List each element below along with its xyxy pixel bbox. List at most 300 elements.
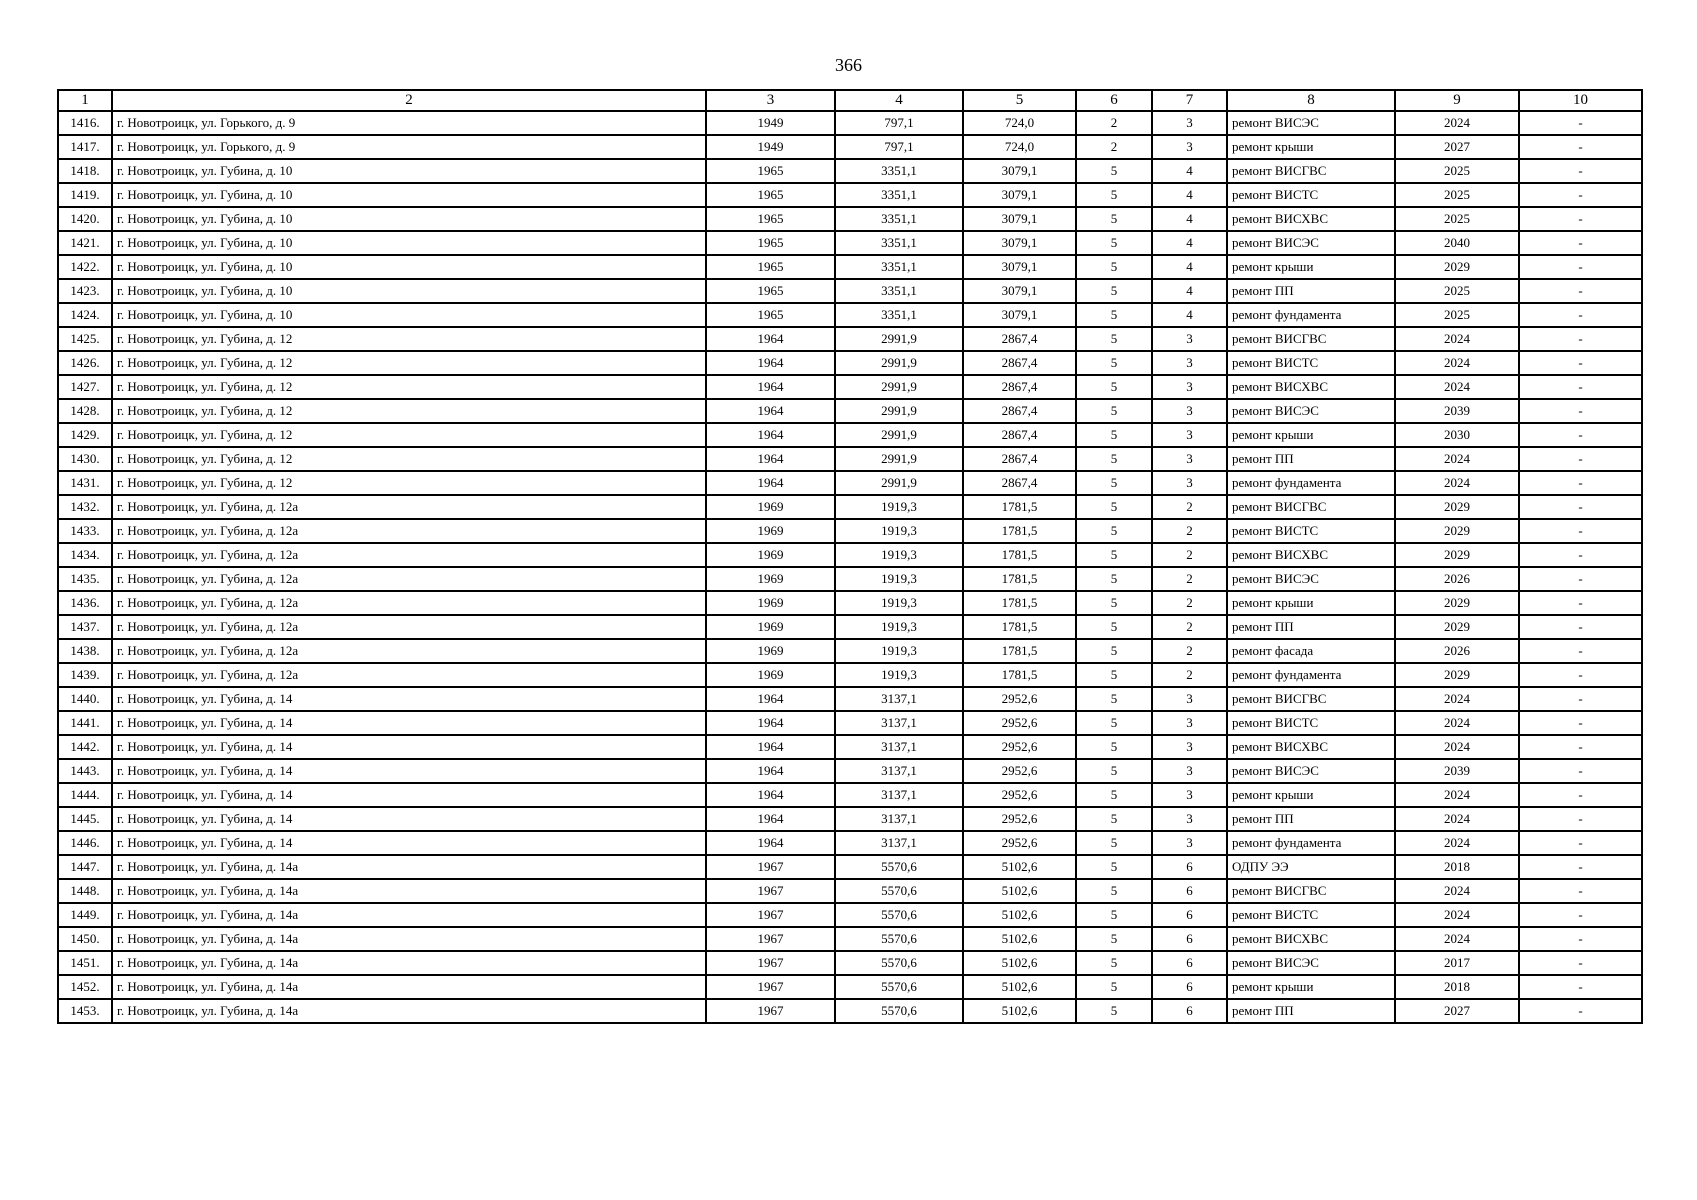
table-row bbox=[58, 615, 1642, 639]
cell-entrances: 6 bbox=[1152, 927, 1227, 951]
cell-planned-year: 2030 bbox=[1395, 423, 1519, 447]
cell-total-area: 5570,6 bbox=[835, 927, 963, 951]
cell-total-area: 5570,6 bbox=[835, 951, 963, 975]
cell-row-number: 1426. bbox=[58, 351, 112, 375]
cell-address: г. Новотроицк, ул. Губина, д. 12 bbox=[112, 375, 706, 399]
cell-total-area: 3137,1 bbox=[835, 759, 963, 783]
cell-row-number: 1432. bbox=[58, 495, 112, 519]
cell-address: г. Новотроицк, ул. Губина, д. 10 bbox=[112, 255, 706, 279]
cell-row-number: 1444. bbox=[58, 783, 112, 807]
column-header-work-type: 8 bbox=[1227, 90, 1395, 111]
cell-planned-year: 2029 bbox=[1395, 519, 1519, 543]
cell-entrances: 3 bbox=[1152, 399, 1227, 423]
cell-row-number: 1423. bbox=[58, 279, 112, 303]
cell-work-type: ремонт фундамента bbox=[1227, 831, 1395, 855]
cell-total-area: 1919,3 bbox=[835, 639, 963, 663]
cell-living-area: 3079,1 bbox=[963, 255, 1076, 279]
cell-work-type: ремонт крыши bbox=[1227, 255, 1395, 279]
cell-work-type: ремонт крыши bbox=[1227, 591, 1395, 615]
cell-planned-year: 2024 bbox=[1395, 375, 1519, 399]
table-row bbox=[58, 447, 1642, 471]
cell-year-built: 1967 bbox=[706, 951, 835, 975]
cell-row-number: 1431. bbox=[58, 471, 112, 495]
cell-total-area: 2991,9 bbox=[835, 375, 963, 399]
cell-total-area: 797,1 bbox=[835, 135, 963, 159]
cell-total-area: 3137,1 bbox=[835, 735, 963, 759]
cell-living-area: 5102,6 bbox=[963, 951, 1076, 975]
cell-floors: 5 bbox=[1076, 591, 1152, 615]
cell-entrances: 3 bbox=[1152, 111, 1227, 135]
table-row bbox=[58, 807, 1642, 831]
cell-total-area: 3351,1 bbox=[835, 207, 963, 231]
table-row bbox=[58, 999, 1642, 1023]
cell-row-number: 1433. bbox=[58, 519, 112, 543]
cell-year-built: 1967 bbox=[706, 903, 835, 927]
cell-total-area: 5570,6 bbox=[835, 903, 963, 927]
cell-year-built: 1967 bbox=[706, 975, 835, 999]
cell-floors: 5 bbox=[1076, 687, 1152, 711]
cell-living-area: 3079,1 bbox=[963, 231, 1076, 255]
cell-total-area: 2991,9 bbox=[835, 351, 963, 375]
cell-total-area: 3351,1 bbox=[835, 255, 963, 279]
cell-planned-year: 2039 bbox=[1395, 759, 1519, 783]
cell-floors: 5 bbox=[1076, 255, 1152, 279]
cell-planned-year: 2025 bbox=[1395, 279, 1519, 303]
cell-address: г. Новотроицк, ул. Губина, д. 12а bbox=[112, 519, 706, 543]
column-header-entrances: 7 bbox=[1152, 90, 1227, 111]
cell-address: г. Новотроицк, ул. Губина, д. 12а bbox=[112, 543, 706, 567]
cell-entrances: 3 bbox=[1152, 351, 1227, 375]
cell-entrances: 2 bbox=[1152, 663, 1227, 687]
cell-year-built: 1949 bbox=[706, 111, 835, 135]
cell-note: - bbox=[1519, 303, 1642, 327]
cell-note: - bbox=[1519, 495, 1642, 519]
cell-total-area: 3351,1 bbox=[835, 159, 963, 183]
cell-living-area: 5102,6 bbox=[963, 879, 1076, 903]
cell-address: г. Новотроицк, ул. Губина, д. 12 bbox=[112, 327, 706, 351]
cell-address: г. Новотроицк, ул. Губина, д. 12а bbox=[112, 663, 706, 687]
table-row bbox=[58, 687, 1642, 711]
table-body bbox=[58, 111, 1642, 1023]
cell-floors: 5 bbox=[1076, 951, 1152, 975]
cell-row-number: 1419. bbox=[58, 183, 112, 207]
table-row bbox=[58, 207, 1642, 231]
cell-living-area: 1781,5 bbox=[963, 567, 1076, 591]
cell-living-area: 1781,5 bbox=[963, 519, 1076, 543]
cell-living-area: 1781,5 bbox=[963, 495, 1076, 519]
cell-work-type: ремонт фундамента bbox=[1227, 471, 1395, 495]
cell-address: г. Новотроицк, ул. Губина, д. 14 bbox=[112, 831, 706, 855]
column-header-address: 2 bbox=[112, 90, 706, 111]
cell-entrances: 2 bbox=[1152, 495, 1227, 519]
cell-address: г. Новотроицк, ул. Губина, д. 14а bbox=[112, 975, 706, 999]
cell-note: - bbox=[1519, 903, 1642, 927]
cell-total-area: 3351,1 bbox=[835, 279, 963, 303]
cell-address: г. Новотроицк, ул. Губина, д. 12а bbox=[112, 639, 706, 663]
cell-year-built: 1965 bbox=[706, 207, 835, 231]
cell-work-type: ремонт ВИСЭС bbox=[1227, 567, 1395, 591]
cell-entrances: 6 bbox=[1152, 951, 1227, 975]
cell-planned-year: 2024 bbox=[1395, 711, 1519, 735]
cell-living-area: 2952,6 bbox=[963, 687, 1076, 711]
cell-entrances: 4 bbox=[1152, 183, 1227, 207]
cell-living-area: 3079,1 bbox=[963, 303, 1076, 327]
cell-address: г. Новотроицк, ул. Горького, д. 9 bbox=[112, 135, 706, 159]
table-row bbox=[58, 759, 1642, 783]
cell-note: - bbox=[1519, 207, 1642, 231]
cell-living-area: 1781,5 bbox=[963, 663, 1076, 687]
cell-entrances: 6 bbox=[1152, 975, 1227, 999]
cell-work-type: ремонт крыши bbox=[1227, 423, 1395, 447]
cell-address: г. Новотроицк, ул. Губина, д. 12 bbox=[112, 399, 706, 423]
cell-year-built: 1964 bbox=[706, 711, 835, 735]
cell-row-number: 1447. bbox=[58, 855, 112, 879]
cell-year-built: 1967 bbox=[706, 879, 835, 903]
cell-living-area: 5102,6 bbox=[963, 855, 1076, 879]
table-row bbox=[58, 735, 1642, 759]
cell-planned-year: 2024 bbox=[1395, 471, 1519, 495]
cell-floors: 5 bbox=[1076, 543, 1152, 567]
cell-planned-year: 2029 bbox=[1395, 663, 1519, 687]
table-row bbox=[58, 327, 1642, 351]
cell-planned-year: 2026 bbox=[1395, 567, 1519, 591]
cell-work-type: ремонт ПП bbox=[1227, 999, 1395, 1023]
cell-year-built: 1949 bbox=[706, 135, 835, 159]
cell-living-area: 2952,6 bbox=[963, 735, 1076, 759]
cell-note: - bbox=[1519, 159, 1642, 183]
cell-floors: 5 bbox=[1076, 159, 1152, 183]
cell-entrances: 3 bbox=[1152, 783, 1227, 807]
cell-row-number: 1420. bbox=[58, 207, 112, 231]
column-header-floors: 6 bbox=[1076, 90, 1152, 111]
cell-work-type: ремонт крыши bbox=[1227, 135, 1395, 159]
cell-work-type: ремонт ВИСЭС bbox=[1227, 231, 1395, 255]
cell-living-area: 3079,1 bbox=[963, 159, 1076, 183]
cell-work-type: ремонт ПП bbox=[1227, 615, 1395, 639]
cell-address: г. Новотроицк, ул. Губина, д. 14а bbox=[112, 999, 706, 1023]
cell-planned-year: 2024 bbox=[1395, 807, 1519, 831]
table-row bbox=[58, 495, 1642, 519]
cell-living-area: 2867,4 bbox=[963, 375, 1076, 399]
cell-address: г. Новотроицк, ул. Губина, д. 14а bbox=[112, 903, 706, 927]
cell-row-number: 1439. bbox=[58, 663, 112, 687]
cell-row-number: 1421. bbox=[58, 231, 112, 255]
cell-year-built: 1969 bbox=[706, 591, 835, 615]
cell-living-area: 5102,6 bbox=[963, 999, 1076, 1023]
cell-work-type: ремонт ВИСГВС bbox=[1227, 687, 1395, 711]
cell-work-type: ремонт крыши bbox=[1227, 975, 1395, 999]
cell-living-area: 2952,6 bbox=[963, 831, 1076, 855]
cell-note: - bbox=[1519, 999, 1642, 1023]
cell-work-type: ремонт ПП bbox=[1227, 447, 1395, 471]
cell-living-area: 1781,5 bbox=[963, 639, 1076, 663]
cell-row-number: 1428. bbox=[58, 399, 112, 423]
cell-note: - bbox=[1519, 399, 1642, 423]
cell-living-area: 1781,5 bbox=[963, 591, 1076, 615]
cell-total-area: 1919,3 bbox=[835, 495, 963, 519]
cell-work-type: ремонт ВИСХВС bbox=[1227, 207, 1395, 231]
cell-year-built: 1964 bbox=[706, 687, 835, 711]
cell-work-type: ремонт ВИСТС bbox=[1227, 351, 1395, 375]
cell-planned-year: 2029 bbox=[1395, 543, 1519, 567]
cell-note: - bbox=[1519, 591, 1642, 615]
cell-entrances: 6 bbox=[1152, 999, 1227, 1023]
cell-planned-year: 2026 bbox=[1395, 639, 1519, 663]
cell-year-built: 1967 bbox=[706, 999, 835, 1023]
cell-row-number: 1434. bbox=[58, 543, 112, 567]
column-header-total-area: 4 bbox=[835, 90, 963, 111]
cell-year-built: 1964 bbox=[706, 783, 835, 807]
table-row bbox=[58, 111, 1642, 135]
cell-floors: 5 bbox=[1076, 903, 1152, 927]
cell-total-area: 5570,6 bbox=[835, 879, 963, 903]
cell-floors: 5 bbox=[1076, 735, 1152, 759]
cell-floors: 5 bbox=[1076, 879, 1152, 903]
cell-planned-year: 2024 bbox=[1395, 783, 1519, 807]
cell-row-number: 1424. bbox=[58, 303, 112, 327]
cell-planned-year: 2039 bbox=[1395, 399, 1519, 423]
cell-entrances: 2 bbox=[1152, 615, 1227, 639]
cell-floors: 5 bbox=[1076, 759, 1152, 783]
cell-note: - bbox=[1519, 447, 1642, 471]
cell-entrances: 3 bbox=[1152, 471, 1227, 495]
cell-note: - bbox=[1519, 615, 1642, 639]
cell-total-area: 3351,1 bbox=[835, 231, 963, 255]
cell-year-built: 1964 bbox=[706, 807, 835, 831]
cell-work-type: ремонт фундамента bbox=[1227, 663, 1395, 687]
cell-note: - bbox=[1519, 735, 1642, 759]
cell-entrances: 3 bbox=[1152, 687, 1227, 711]
cell-year-built: 1964 bbox=[706, 759, 835, 783]
cell-note: - bbox=[1519, 279, 1642, 303]
cell-work-type: ремонт ВИСТС bbox=[1227, 711, 1395, 735]
table-row bbox=[58, 519, 1642, 543]
cell-address: г. Новотроицк, ул. Губина, д. 10 bbox=[112, 231, 706, 255]
cell-total-area: 1919,3 bbox=[835, 591, 963, 615]
cell-note: - bbox=[1519, 255, 1642, 279]
cell-total-area: 2991,9 bbox=[835, 399, 963, 423]
cell-work-type: ремонт ВИСТС bbox=[1227, 903, 1395, 927]
cell-living-area: 2952,6 bbox=[963, 807, 1076, 831]
cell-floors: 5 bbox=[1076, 375, 1152, 399]
cell-row-number: 1450. bbox=[58, 927, 112, 951]
cell-total-area: 1919,3 bbox=[835, 543, 963, 567]
cell-work-type: ремонт ВИСГВС bbox=[1227, 159, 1395, 183]
cell-year-built: 1965 bbox=[706, 255, 835, 279]
cell-living-area: 5102,6 bbox=[963, 927, 1076, 951]
page-number: 366 bbox=[835, 55, 862, 75]
table-row bbox=[58, 591, 1642, 615]
cell-address: г. Новотроицк, ул. Губина, д. 10 bbox=[112, 303, 706, 327]
cell-planned-year: 2024 bbox=[1395, 735, 1519, 759]
table-row bbox=[58, 711, 1642, 735]
cell-work-type: ремонт ВИСГВС bbox=[1227, 879, 1395, 903]
cell-floors: 5 bbox=[1076, 855, 1152, 879]
cell-address: г. Новотроицк, ул. Губина, д. 12а bbox=[112, 591, 706, 615]
table-row bbox=[58, 471, 1642, 495]
cell-year-built: 1969 bbox=[706, 663, 835, 687]
cell-floors: 5 bbox=[1076, 303, 1152, 327]
table-row bbox=[58, 879, 1642, 903]
cell-year-built: 1965 bbox=[706, 303, 835, 327]
table-row bbox=[58, 831, 1642, 855]
cell-floors: 5 bbox=[1076, 327, 1152, 351]
cell-living-area: 724,0 bbox=[963, 111, 1076, 135]
cell-address: г. Новотроицк, ул. Губина, д. 14 bbox=[112, 687, 706, 711]
table-row bbox=[58, 351, 1642, 375]
cell-note: - bbox=[1519, 927, 1642, 951]
cell-planned-year: 2018 bbox=[1395, 855, 1519, 879]
cell-address: г. Новотроицк, ул. Губина, д. 12 bbox=[112, 447, 706, 471]
column-header-year-built: 3 bbox=[706, 90, 835, 111]
table-row bbox=[58, 639, 1642, 663]
cell-entrances: 4 bbox=[1152, 255, 1227, 279]
cell-entrances: 3 bbox=[1152, 135, 1227, 159]
cell-total-area: 2991,9 bbox=[835, 423, 963, 447]
cell-year-built: 1969 bbox=[706, 639, 835, 663]
cell-living-area: 2952,6 bbox=[963, 783, 1076, 807]
cell-living-area: 2867,4 bbox=[963, 447, 1076, 471]
table-row bbox=[58, 135, 1642, 159]
cell-total-area: 3137,1 bbox=[835, 687, 963, 711]
cell-work-type: ремонт ВИСГВС bbox=[1227, 327, 1395, 351]
cell-floors: 5 bbox=[1076, 567, 1152, 591]
cell-entrances: 3 bbox=[1152, 327, 1227, 351]
cell-year-built: 1965 bbox=[706, 279, 835, 303]
cell-note: - bbox=[1519, 759, 1642, 783]
cell-address: г. Новотроицк, ул. Губина, д. 14а bbox=[112, 855, 706, 879]
cell-work-type: ремонт фасада bbox=[1227, 639, 1395, 663]
cell-row-number: 1435. bbox=[58, 567, 112, 591]
cell-living-area: 3079,1 bbox=[963, 279, 1076, 303]
cell-work-type: ремонт фундамента bbox=[1227, 303, 1395, 327]
cell-row-number: 1445. bbox=[58, 807, 112, 831]
cell-floors: 5 bbox=[1076, 207, 1152, 231]
cell-total-area: 3137,1 bbox=[835, 807, 963, 831]
cell-living-area: 2952,6 bbox=[963, 711, 1076, 735]
cell-floors: 5 bbox=[1076, 279, 1152, 303]
table-row bbox=[58, 159, 1642, 183]
column-header-row-number: 1 bbox=[58, 90, 112, 111]
cell-row-number: 1438. bbox=[58, 639, 112, 663]
cell-work-type: ремонт ВИСЭС bbox=[1227, 399, 1395, 423]
cell-row-number: 1422. bbox=[58, 255, 112, 279]
cell-year-built: 1969 bbox=[706, 615, 835, 639]
cell-floors: 5 bbox=[1076, 807, 1152, 831]
cell-note: - bbox=[1519, 831, 1642, 855]
cell-year-built: 1964 bbox=[706, 399, 835, 423]
cell-address: г. Новотроицк, ул. Губина, д. 14а bbox=[112, 951, 706, 975]
cell-planned-year: 2027 bbox=[1395, 135, 1519, 159]
cell-planned-year: 2025 bbox=[1395, 303, 1519, 327]
cell-floors: 5 bbox=[1076, 471, 1152, 495]
cell-floors: 5 bbox=[1076, 351, 1152, 375]
cell-work-type: ремонт ВИСХВС bbox=[1227, 375, 1395, 399]
cell-year-built: 1969 bbox=[706, 567, 835, 591]
cell-work-type: ремонт ВИСТС bbox=[1227, 519, 1395, 543]
cell-row-number: 1425. bbox=[58, 327, 112, 351]
cell-total-area: 1919,3 bbox=[835, 663, 963, 687]
cell-work-type: ремонт ВИСГВС bbox=[1227, 495, 1395, 519]
register-table bbox=[57, 89, 1643, 1024]
table-row bbox=[58, 231, 1642, 255]
cell-floors: 5 bbox=[1076, 927, 1152, 951]
cell-planned-year: 2025 bbox=[1395, 159, 1519, 183]
cell-entrances: 4 bbox=[1152, 159, 1227, 183]
cell-address: г. Новотроицк, ул. Губина, д. 14 bbox=[112, 759, 706, 783]
cell-total-area: 1919,3 bbox=[835, 615, 963, 639]
cell-floors: 5 bbox=[1076, 231, 1152, 255]
cell-entrances: 4 bbox=[1152, 207, 1227, 231]
cell-row-number: 1436. bbox=[58, 591, 112, 615]
cell-address: г. Новотроицк, ул. Губина, д. 12 bbox=[112, 423, 706, 447]
cell-floors: 5 bbox=[1076, 999, 1152, 1023]
cell-entrances: 4 bbox=[1152, 231, 1227, 255]
table-row bbox=[58, 279, 1642, 303]
cell-planned-year: 2024 bbox=[1395, 831, 1519, 855]
cell-note: - bbox=[1519, 351, 1642, 375]
cell-planned-year: 2024 bbox=[1395, 903, 1519, 927]
cell-floors: 5 bbox=[1076, 399, 1152, 423]
cell-note: - bbox=[1519, 807, 1642, 831]
cell-row-number: 1446. bbox=[58, 831, 112, 855]
cell-address: г. Новотроицк, ул. Губина, д. 14 bbox=[112, 735, 706, 759]
cell-total-area: 3137,1 bbox=[835, 711, 963, 735]
cell-floors: 5 bbox=[1076, 831, 1152, 855]
table-row bbox=[58, 927, 1642, 951]
cell-work-type: ремонт ВИСТС bbox=[1227, 183, 1395, 207]
cell-year-built: 1969 bbox=[706, 543, 835, 567]
cell-floors: 5 bbox=[1076, 663, 1152, 687]
cell-total-area: 3137,1 bbox=[835, 831, 963, 855]
cell-year-built: 1964 bbox=[706, 351, 835, 375]
cell-floors: 5 bbox=[1076, 447, 1152, 471]
table-row bbox=[58, 183, 1642, 207]
cell-row-number: 1440. bbox=[58, 687, 112, 711]
cell-note: - bbox=[1519, 111, 1642, 135]
cell-year-built: 1964 bbox=[706, 423, 835, 447]
cell-planned-year: 2024 bbox=[1395, 927, 1519, 951]
cell-work-type: ОДПУ ЭЭ bbox=[1227, 855, 1395, 879]
cell-planned-year: 2017 bbox=[1395, 951, 1519, 975]
cell-row-number: 1452. bbox=[58, 975, 112, 999]
cell-note: - bbox=[1519, 663, 1642, 687]
cell-entrances: 4 bbox=[1152, 303, 1227, 327]
cell-floors: 5 bbox=[1076, 423, 1152, 447]
cell-note: - bbox=[1519, 231, 1642, 255]
cell-row-number: 1430. bbox=[58, 447, 112, 471]
cell-entrances: 3 bbox=[1152, 375, 1227, 399]
table-row bbox=[58, 543, 1642, 567]
cell-entrances: 2 bbox=[1152, 591, 1227, 615]
cell-year-built: 1964 bbox=[706, 471, 835, 495]
cell-note: - bbox=[1519, 855, 1642, 879]
table-row bbox=[58, 303, 1642, 327]
cell-floors: 5 bbox=[1076, 183, 1152, 207]
cell-address: г. Новотроицк, ул. Губина, д. 12а bbox=[112, 567, 706, 591]
cell-address: г. Новотроицк, ул. Губина, д. 14 bbox=[112, 711, 706, 735]
cell-living-area: 2867,4 bbox=[963, 327, 1076, 351]
cell-year-built: 1964 bbox=[706, 735, 835, 759]
cell-note: - bbox=[1519, 375, 1642, 399]
cell-living-area: 2867,4 bbox=[963, 471, 1076, 495]
table-row bbox=[58, 567, 1642, 591]
cell-work-type: ремонт ВИСХВС bbox=[1227, 543, 1395, 567]
cell-address: г. Новотроицк, ул. Губина, д. 14 bbox=[112, 783, 706, 807]
cell-planned-year: 2024 bbox=[1395, 687, 1519, 711]
table-row bbox=[58, 423, 1642, 447]
cell-entrances: 6 bbox=[1152, 879, 1227, 903]
